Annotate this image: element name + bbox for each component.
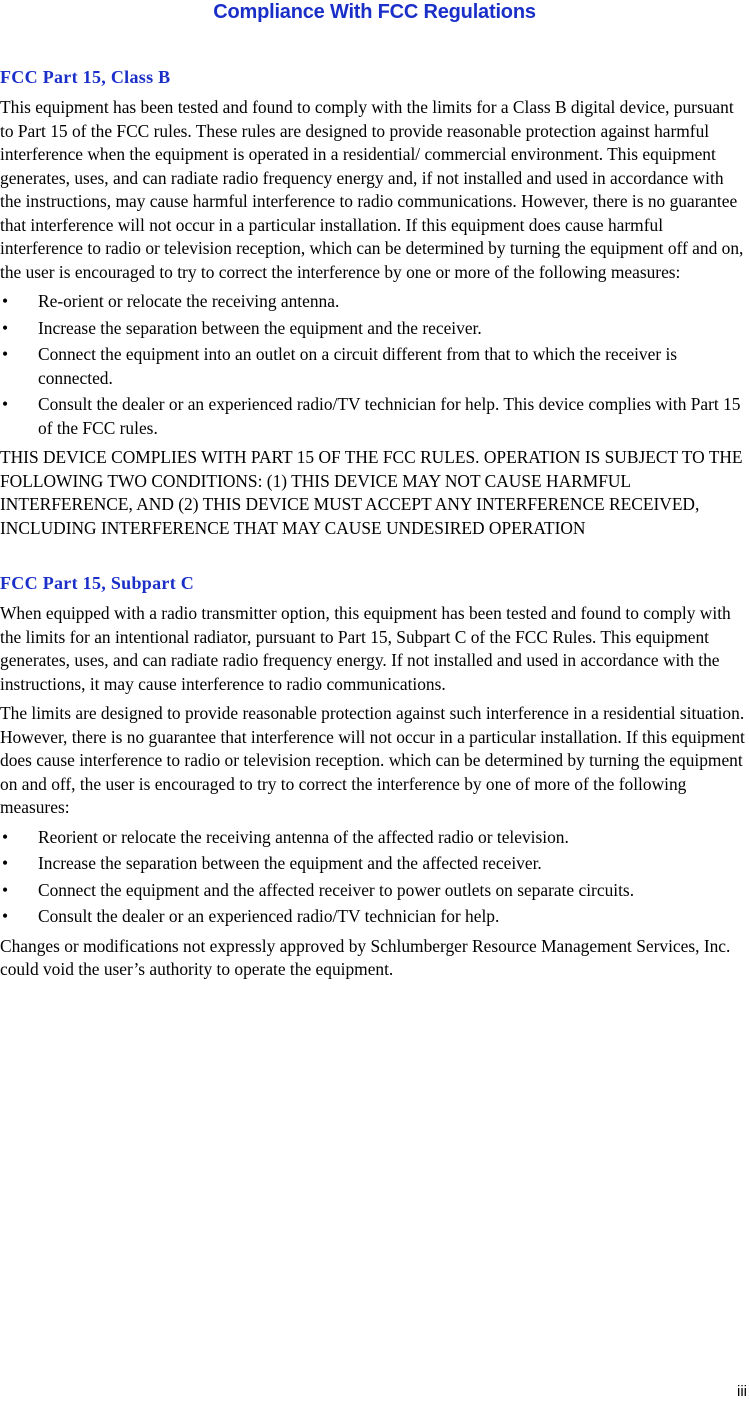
section-heading-class-b: FCC Part 15, Class B — [0, 67, 171, 87]
list-item — [0, 393, 747, 440]
section-heading-subpart-c: FCC Part 15, Subpart C — [0, 573, 195, 593]
page-number: iii — [737, 1383, 747, 1400]
list-item-text: Reorient or relocate the receiving antenna of the affected radio or television. — [38, 826, 569, 847]
bullet-icon: • — [2, 317, 9, 338]
paragraph-compliance-notice: THIS DEVICE COMPLIES WITH PART 15 OF THE FCC RULES. OPERATION IS SUBJECT TO THE FOLLOWING TWO CONDITIONS: (1) THIS DEVICE MAY NOT CAUSE HARMFUL INTERFERENCE, AND (2) THIS DEVICE MUST ACCEPT ANY INTERFERENCE RECEIVED, INCLUDING INTERFERENCE THAT MAY CAUSE UNDESIRED OPERATION — [0, 447, 743, 538]
bullet-list-class-b — [0, 290, 747, 440]
list-item — [0, 826, 747, 850]
list-item — [0, 879, 747, 903]
paragraph-subpart-c-intro: When equipped with a radio transmitter option, this equipment has been tested and found to comply with the limits for an intentional radiator, pursuant to Part 15, Subpart C of the FCC Rules. This equipment generates, uses, and can radiate radio frequency energy. If not installed and used in accordance with the instructions, it may cause interference to radio communications. — [0, 603, 731, 694]
section-class-b — [0, 64, 747, 540]
bullet-icon: • — [2, 394, 9, 414]
page-title: Compliance With FCC Regulations — [213, 1, 536, 23]
section-subpart-c — [0, 570, 747, 982]
bullet-list-subpart-c — [0, 826, 747, 929]
list-item — [0, 317, 747, 341]
list-item-text: Re-orient or relocate the receiving antenna. — [38, 291, 340, 311]
bullet-icon: • — [2, 853, 9, 873]
list-item-text: Connect the equipment and the affected receiver to power outlets on separate circuits. — [38, 879, 635, 900]
list-item — [0, 343, 747, 390]
bullet-icon: • — [2, 344, 9, 364]
bullet-icon: • — [2, 291, 9, 311]
bullet-icon: • — [2, 826, 9, 847]
paragraph-subpart-c-limits: The limits are designed to provide reasonable protection against such interference in a residential situation. However, there is no guarantee that interference will not occur in a particular installation. If this equipment does cause interference to radio or television reception. which can be determined by turning the equipment on and off, the user is encouraged to try to correct the interference by one of more of the following measures: — [0, 703, 745, 817]
list-item — [0, 290, 747, 314]
paragraph-modifications-warning: Changes or modifications not expressly approved by Schlumberger Resource Management Services, Inc. could void the user’s authority to operate the equipment. — [0, 935, 731, 979]
bullet-icon: • — [2, 879, 9, 900]
list-item-text: Increase the separation between the equipment and the affected receiver. — [38, 853, 542, 873]
list-item — [0, 905, 747, 929]
document-body — [0, 64, 747, 988]
list-item-text: Consult the dealer or an experienced radio/TV technician for help. This device complies with Part 15 of the FCC rules. — [38, 394, 741, 438]
list-item-text: Connect the equipment into an outlet on a circuit different from that to which the receiver is connected. — [38, 344, 678, 388]
list-item — [0, 852, 747, 876]
list-item-text: Increase the separation between the equipment and the receiver. — [38, 317, 482, 338]
list-item-text: Consult the dealer or an experienced radio/TV technician for help. — [38, 906, 500, 926]
paragraph-class-b-intro: This equipment has been tested and found to comply with the limits for a Class B digital device, pursuant to Part 15 of the FCC rules. These rules are designed to provide reasonable protection against harmful interference when the equipment is operated in a residential/ commercial environment. This equipment generates, uses, and can radiate radio frequency energy and, if not installed and used in accordance with the instructions, may cause harmful interference to radio communications. However, there is no guarantee that interference will not occur in a particular installation. If this equipment does cause harmful interference to radio or television reception, which can be determined by turning the equipment off and on, the user is encouraged to try to correct the interference by one or more of the following measures: — [0, 97, 744, 282]
bullet-icon: • — [2, 906, 9, 926]
